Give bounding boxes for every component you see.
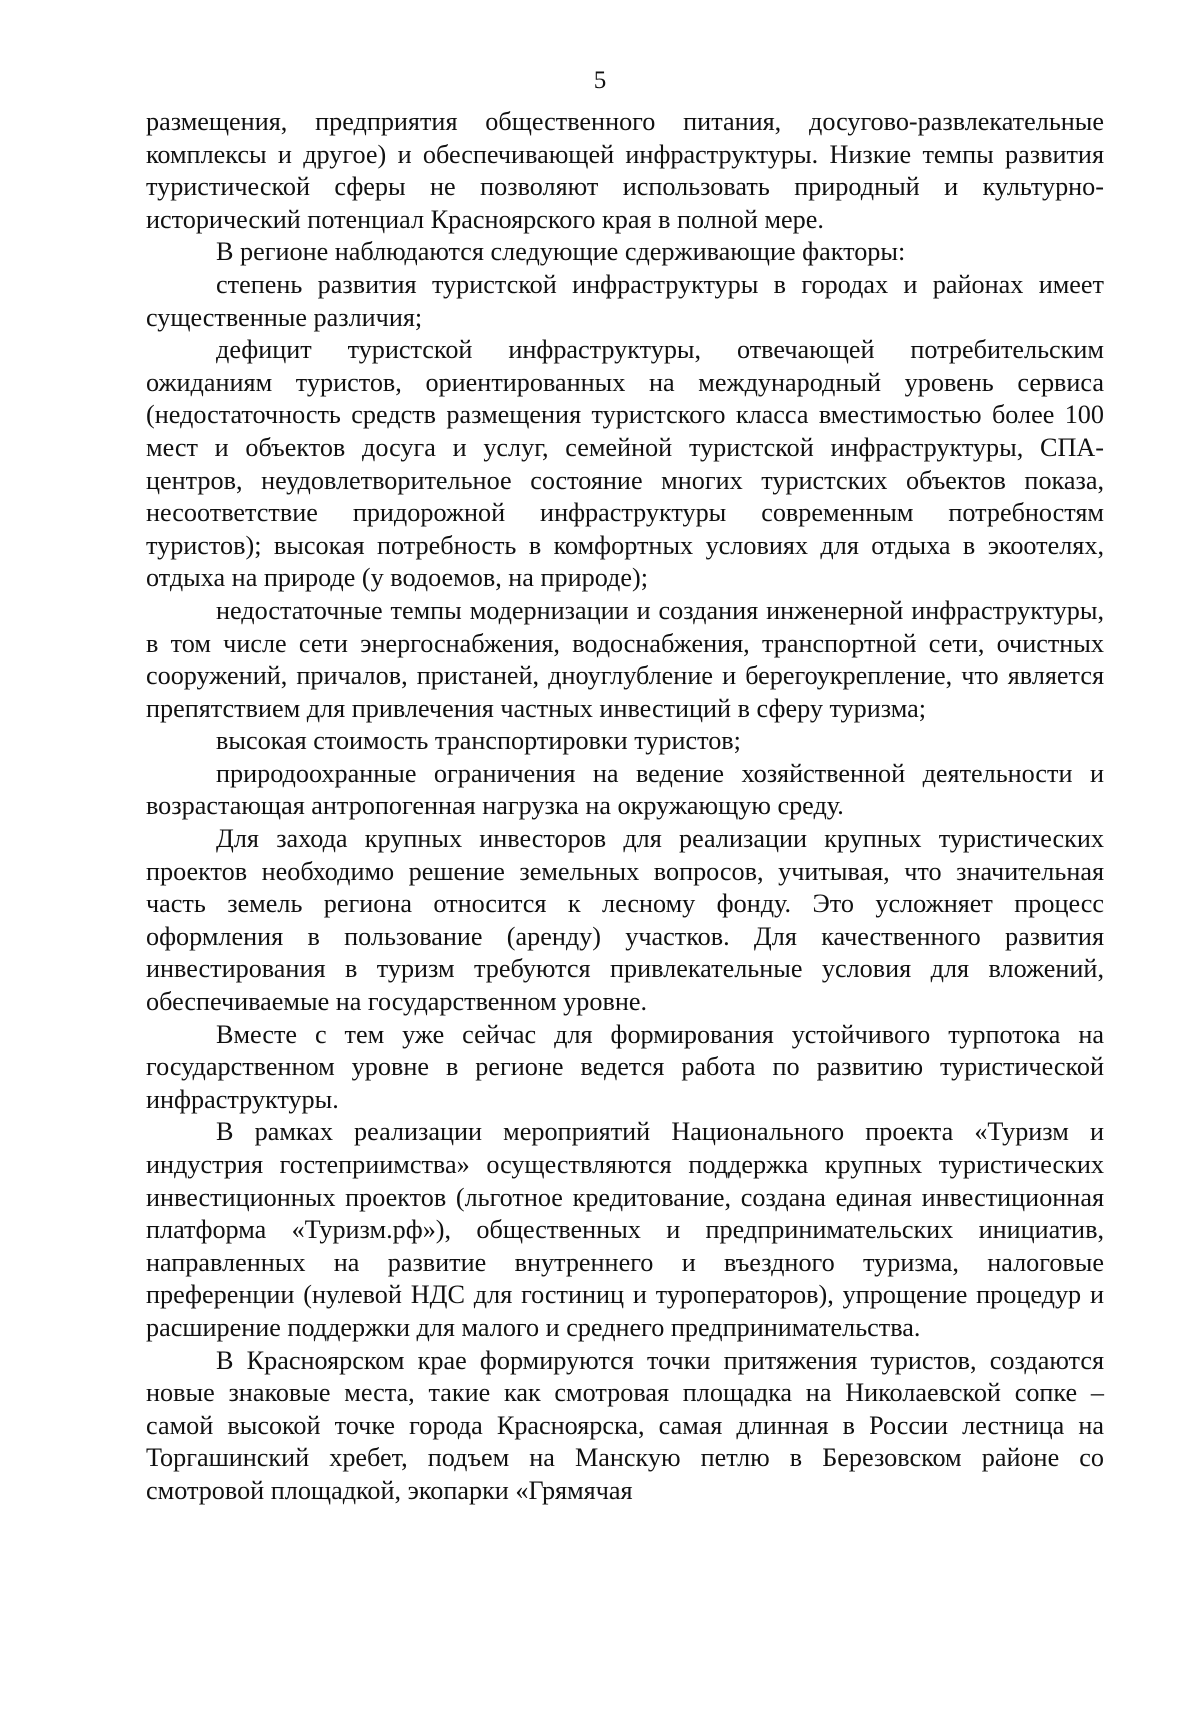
document-body	[146, 106, 1104, 1508]
paragraph: размещения, предприятия общественного питания, досугово-развлекательные комплексы и другое) и обеспечивающей инфраструктуры. Низкие темпы развития туристической сферы не позволяют использовать природный и культурно-исторический потенциал Красноярского края в полной мере.	[146, 107, 1104, 234]
paragraph: высокая стоимость транспортировки туристов;	[216, 726, 741, 756]
paragraph: дефицит туристской инфраструктуры, отвечающей потребительским ожиданиям туристов, ориентированных на международный уровень сервиса (недостаточность средств размещения туристского класса вместимостью более 100 мест и объектов досуга и услуг, семейной туристской инфраструктуры, СПА-центров, неудовлетворительное состояние многих туристских объектов показа, несоответствие придорожной инфраструктуры современным потребностям туристов); высокая потребность в комфортных условиях для отдыха в экоотелях, отдыха на природе (у водоемов, на природе);	[146, 335, 1104, 593]
paragraph: недостаточные темпы модернизации и создания инженерной инфраструктуры, в том числе сети энергоснабжения, водоснабжения, транспортной сети, очистных сооружений, причалов, пристаней, дноуглубление и берегоукрепление, что является препятствием для привлечения частных инвестиций в сферу туризма;	[146, 595, 1104, 723]
paragraph: природоохранные ограничения на ведение хозяйственной деятельности и возрастающая антропогенная нагрузка на окружающую среду.	[146, 758, 1104, 821]
paragraph: В рамках реализации мероприятий Национального проекта «Туризм и индустрия гостеприимства» осуществляются поддержка крупных туристических инвестиционных проектов (льготное кредитование, создана единая инвестиционная платформа «Туризм.рф»), общественных и предпринимательских инициатив, направленных на развитие внутреннего и въездного туризма, налоговые преференции (нулевой НДС для гостиниц и туроператоров), упрощение процедур и расширение поддержки для малого и среднего предпринимательства.	[146, 1117, 1104, 1342]
paragraph: Для захода крупных инвесторов для реализации крупных туристических проектов необходимо решение земельных вопросов, учитывая, что значительная часть земель региона относится к лесному фонду. Это усложняет процесс оформления в пользование (аренду) участков. Для качественного развития инвестирования в туризм требуются привлекательные условия для вложений, обеспечиваемые на государственном уровне.	[146, 824, 1104, 1017]
page-number: 5	[593, 67, 607, 94]
paragraph: В регионе наблюдаются следующие сдерживающие факторы:	[216, 237, 906, 267]
paragraph: В Красноярском крае формируются точки притяжения туристов, создаются новые знаковые места, такие как смотровая площадка на Николаевской сопке – самой высокой точке города Красноярска, самая длинная в России лестница на Торгашинский хребет, подъем на Манскую петлю в Березовском районе со смотровой площадкой, экопарки «Грямячая	[146, 1345, 1104, 1505]
paragraph: степень развития туристской инфраструктуры в городах и районах имеет существенные различия;	[146, 269, 1104, 332]
paragraph: Вместе с тем уже сейчас для формирования устойчивого турпотока на государственном уровне в регионе ведется работа по развитию туристической инфраструктуры.	[146, 1019, 1104, 1114]
